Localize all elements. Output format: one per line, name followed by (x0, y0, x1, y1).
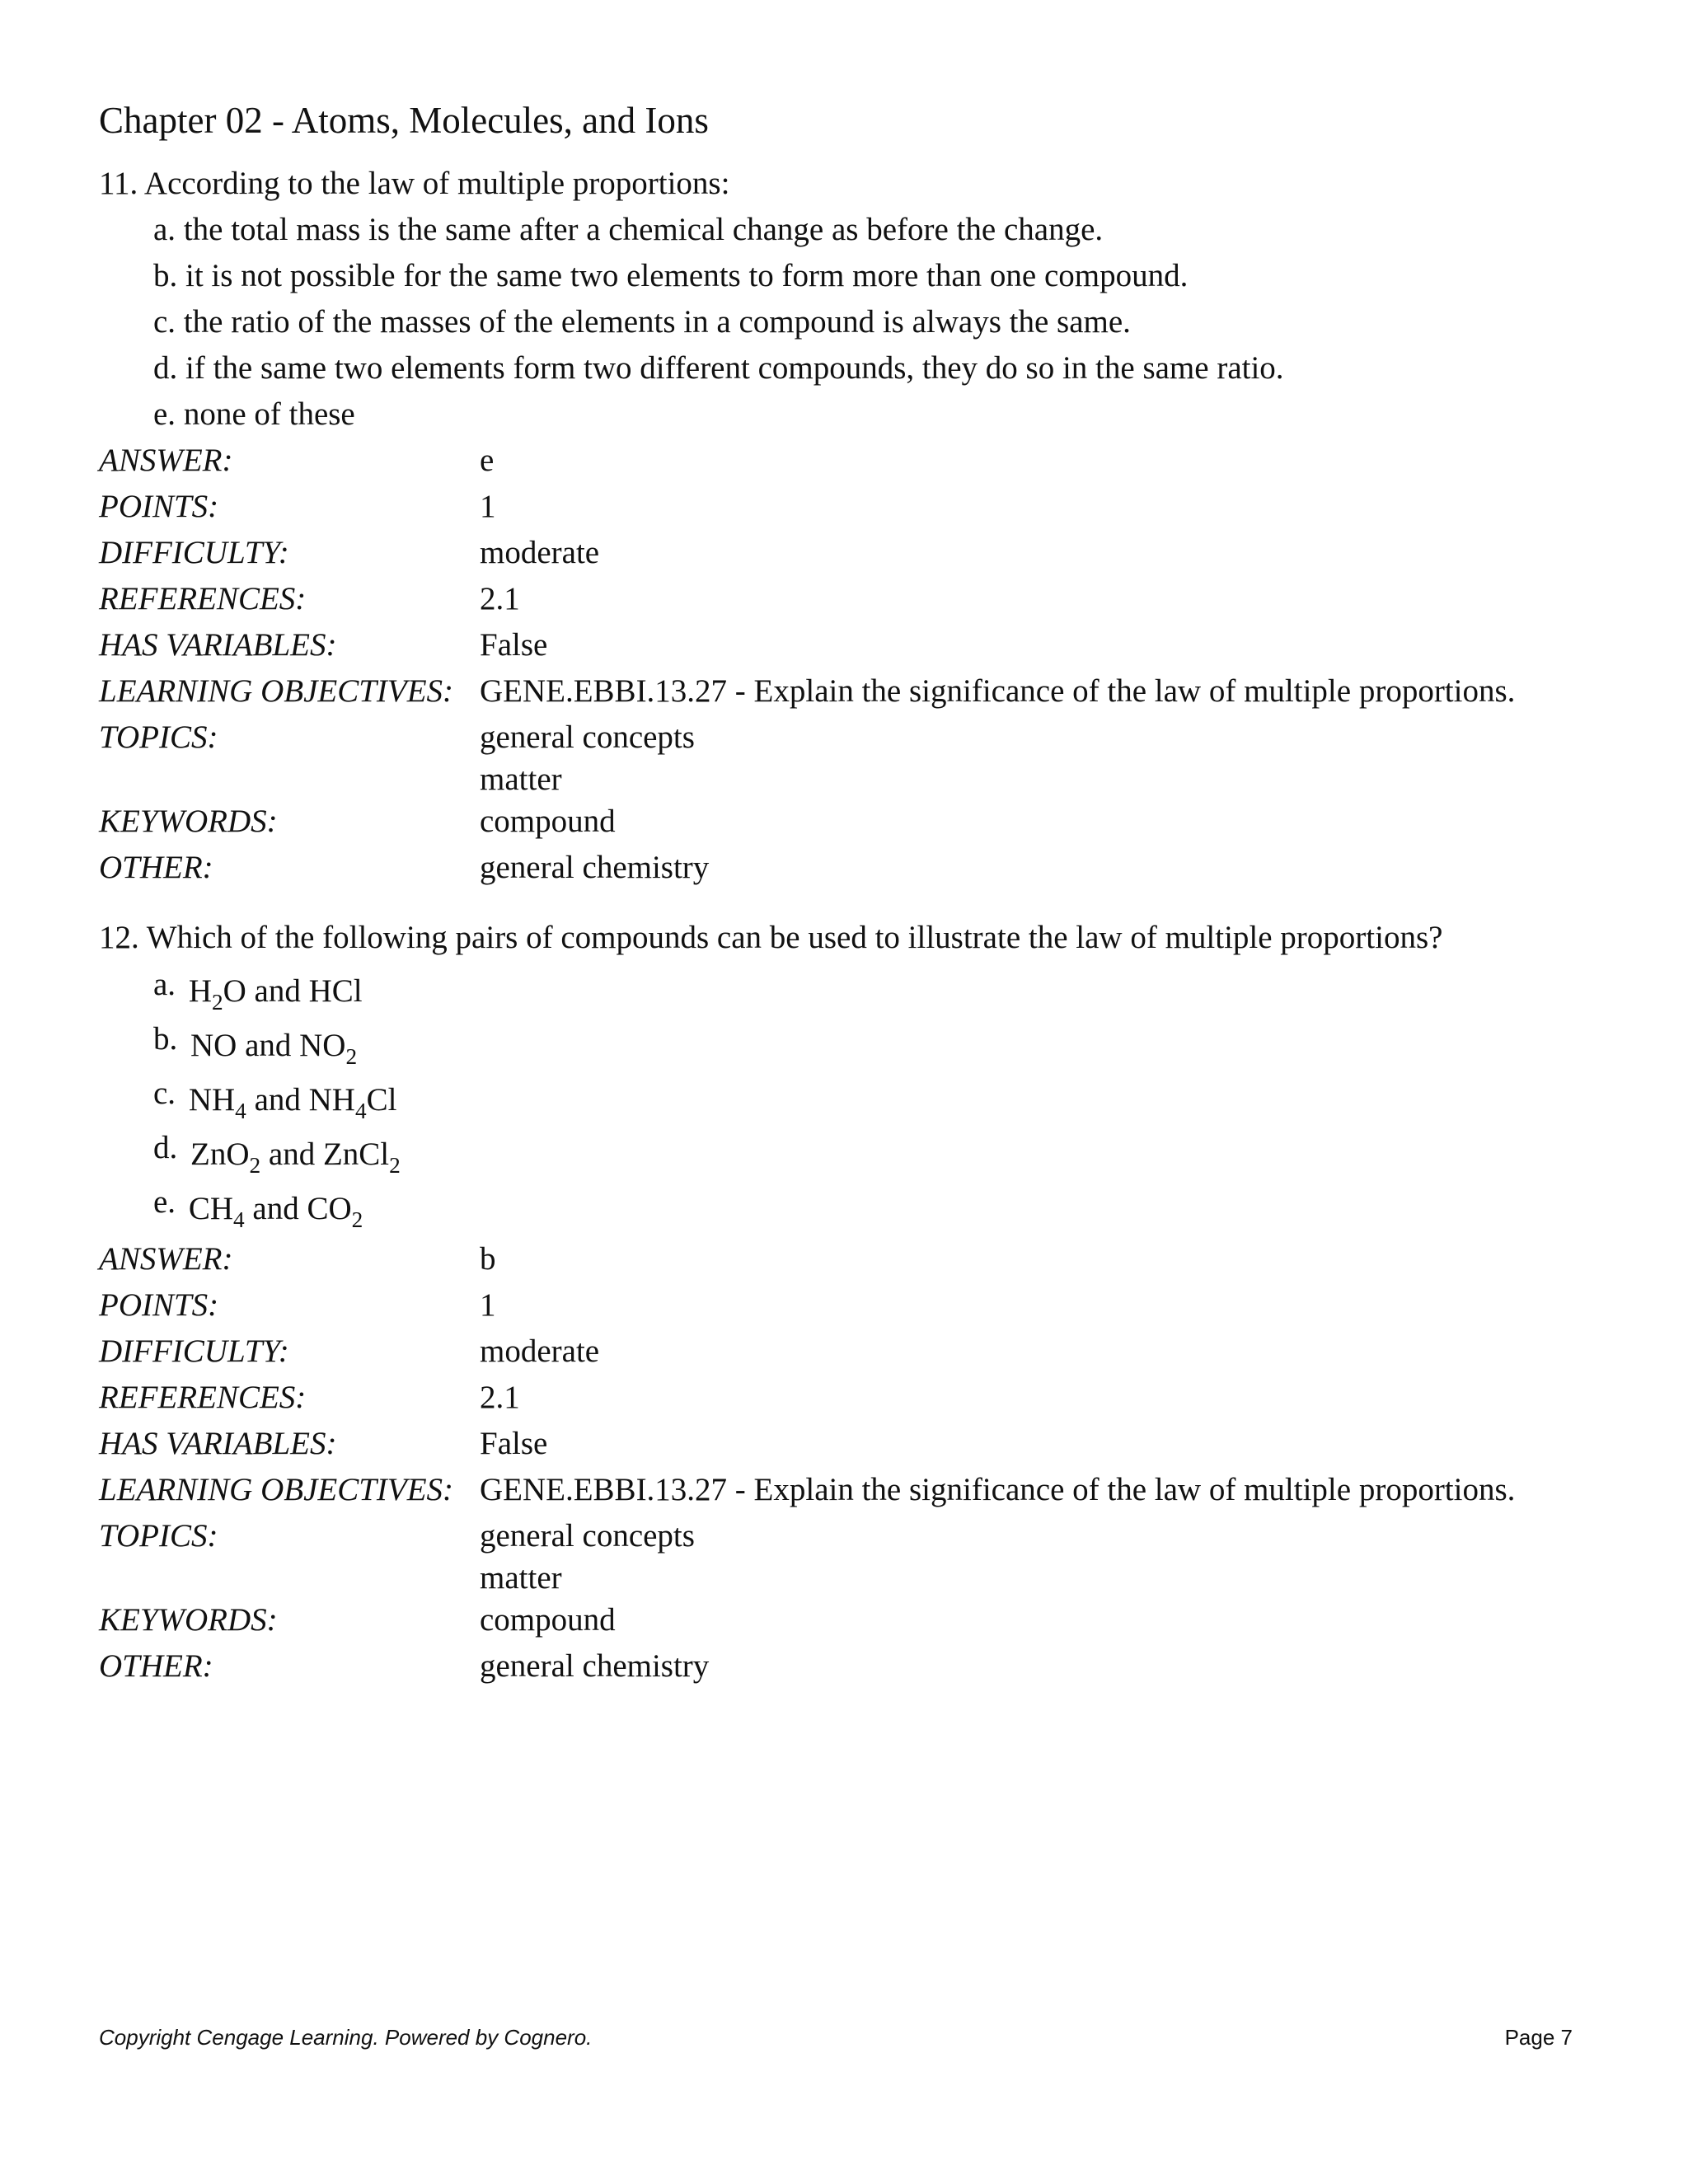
points-value: 1 (480, 1287, 496, 1323)
keywords-value: compound (480, 804, 616, 839)
other-label: OTHER: (99, 1648, 213, 1684)
topics-label: TOPICS: (99, 719, 218, 755)
points-label: POINTS: (99, 489, 219, 524)
difficulty-label: DIFFICULTY: (99, 1333, 289, 1369)
difficulty-value: moderate (480, 535, 600, 570)
question-stem: 11. According to the law of multiple proportions: (99, 166, 730, 201)
topics-value (480, 1513, 695, 1597)
has-variables-row (99, 622, 1582, 668)
choice-text: the total mass is the same after a chemical change as before the change. (183, 212, 1104, 247)
keywords-label: KEYWORDS: (99, 1602, 278, 1638)
keywords-row (99, 1597, 1582, 1643)
answer-row (99, 1236, 1582, 1282)
choice-text: the ratio of the masses of the elements in a compound is always the same. (183, 304, 1131, 340)
question-stem: 12. Which of the following pairs of compounds can be used to illustrate the law of multiple proportions? (99, 920, 1443, 955)
question-11 (99, 161, 1582, 891)
answer-label: ANSWER: (99, 443, 233, 478)
keywords-row (99, 799, 1582, 845)
points-row (99, 484, 1582, 530)
choice-e (153, 1182, 1582, 1236)
references-row (99, 576, 1582, 622)
choice-text: none of these (183, 396, 355, 432)
topic-item: matter (480, 1560, 562, 1596)
answer-row (99, 438, 1582, 484)
choice-letter: d. (153, 1130, 178, 1165)
choice-letter: e. (153, 396, 176, 432)
difficulty-label: DIFFICULTY: (99, 535, 289, 570)
choice-text: $H_2O$ and HCl (188, 973, 363, 1015)
answer-label: ANSWER: (99, 1241, 233, 1277)
question-metadata (99, 438, 1582, 891)
choice-text: NO and $NO_2$ (190, 1028, 358, 1069)
points-value: 1 (480, 489, 496, 524)
learning-objectives-value: GENE.EBBI.13.27 - Explain the significance of the law of multiple proportions. (480, 1472, 1516, 1507)
learning-objectives-label: LEARNING OBJECTIVES: (99, 673, 454, 709)
page-number: Page 7 (1504, 2025, 1573, 2050)
choice-d (153, 1127, 1582, 1182)
points-row (99, 1282, 1582, 1329)
has-variables-label: HAS VARIABLES: (99, 1426, 337, 1461)
choice-letter: b. (153, 258, 178, 293)
choice-c (153, 1073, 1582, 1127)
difficulty-row (99, 530, 1582, 576)
keywords-value: compound (480, 1602, 616, 1638)
other-label: OTHER: (99, 850, 213, 885)
references-value: 2.1 (480, 581, 520, 616)
choice-letter: b. (153, 1021, 178, 1057)
learning-objectives-label: LEARNING OBJECTIVES: (99, 1472, 454, 1507)
topic-item: matter (480, 762, 562, 797)
learning-objectives-row (99, 668, 1582, 715)
choice-letter: c. (153, 304, 176, 340)
choice-text: $CH_4$ and $CO_2$ (188, 1191, 363, 1232)
other-value: general chemistry (480, 850, 710, 885)
answer-choices (153, 964, 1582, 1236)
question-metadata (99, 1236, 1582, 1690)
question-12 (99, 915, 1582, 1690)
choice-text: it is not possible for the same two elements to form more than one compound. (185, 258, 1189, 293)
other-value: general chemistry (480, 1648, 710, 1684)
references-value: 2.1 (480, 1380, 520, 1415)
keywords-label: KEYWORDS: (99, 804, 278, 839)
has-variables-value: False (480, 1426, 548, 1461)
choice-b (153, 1019, 1582, 1073)
answer-choices (153, 207, 1582, 438)
difficulty-value: moderate (480, 1333, 600, 1369)
choice-a (153, 207, 1582, 253)
other-row (99, 1643, 1582, 1690)
choice-letter: a. (153, 212, 176, 247)
choice-letter: d. (153, 350, 178, 386)
points-label: POINTS: (99, 1287, 219, 1323)
references-label: REFERENCES: (99, 581, 307, 616)
has-variables-value: False (480, 627, 548, 663)
learning-objectives-row (99, 1467, 1582, 1513)
topic-item: general concepts (480, 719, 695, 755)
choice-text: ZnO$_2$ and ZnCl$_2$ (190, 1137, 401, 1178)
references-row (99, 1375, 1582, 1421)
has-variables-label: HAS VARIABLES: (99, 627, 337, 663)
choice-b (153, 253, 1582, 299)
difficulty-row (99, 1329, 1582, 1375)
choice-letter: a. (153, 967, 176, 1002)
choice-text: $NH_4$ and $NH_4Cl$ (188, 1082, 397, 1123)
has-variables-row (99, 1421, 1582, 1467)
topic-item: general concepts (480, 1518, 695, 1554)
choice-e (153, 391, 1582, 438)
learning-objectives-value: GENE.EBBI.13.27 - Explain the significance of the law of multiple proportions. (480, 673, 1516, 709)
answer-value: b (480, 1241, 496, 1277)
choice-c (153, 299, 1582, 345)
other-row (99, 845, 1582, 891)
choice-letter: c. (153, 1076, 176, 1111)
topics-row (99, 715, 1582, 799)
choice-d (153, 345, 1582, 391)
choice-a (153, 964, 1582, 1019)
chapter-title: Chapter 02 - Atoms, Molecules, and Ions (99, 100, 709, 141)
copyright-notice: Copyright Cengage Learning. Powered by Cognero. (99, 2025, 593, 2050)
topics-label: TOPICS: (99, 1518, 218, 1554)
references-label: REFERENCES: (99, 1380, 307, 1415)
choice-text: if the same two elements form two different compounds, they do so in the same ratio. (185, 350, 1284, 386)
choice-letter: e. (153, 1184, 176, 1220)
topics-value (480, 715, 695, 799)
answer-value: e (480, 443, 495, 478)
topics-row (99, 1513, 1582, 1597)
